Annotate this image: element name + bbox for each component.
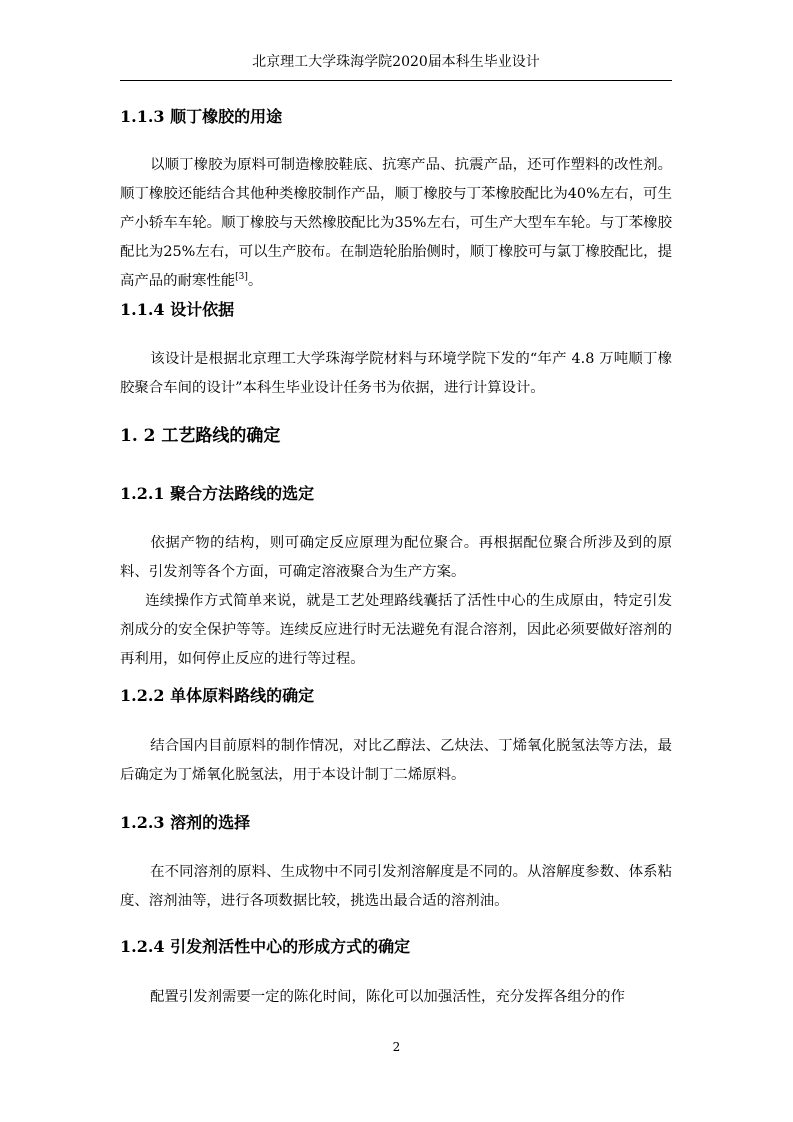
heading-1-1-3: 1.1.3 顺丁橡胶的用途	[120, 107, 283, 126]
paragraph-text: 连续操作方式简单来说，就是工艺处理路线囊括了活性中心的生成原由，特定引发剂成分的安全保护等等。连续反应进行时无法避免有混合溶剂，因此必须要做好溶剂的再利用，如何停止反应的进行等过程。	[120, 593, 672, 667]
paragraph-text: 依据产物的结构，则可确定反应原理为配位聚合。再根据配位聚合所涉及到的原料、引发剂等各个方面，可确定溶液聚合为生产方案。	[120, 535, 672, 580]
heading-1-2-4: 1.2.4 引发剂活性中心的形成方式的确定	[120, 937, 411, 956]
paragraph-1-1-4	[120, 345, 672, 403]
paragraph-1-2-2	[120, 732, 672, 790]
heading-1-2: 1. 2 工艺路线的确定	[120, 426, 281, 446]
heading-1-2-1: 1.2.1 聚合方法路线的选定	[120, 484, 315, 503]
citation-ref: [3]	[235, 272, 248, 283]
paragraph-1-2-4	[120, 983, 672, 1012]
paragraph-text: 配置引发剂需要一定的陈化时间，陈化可以加强活性，充分发挥各组分的作	[150, 989, 625, 1005]
paragraph-text: 以顺丁橡胶为原料可制造橡胶鞋底、抗寒产品、抗震产品，还可作塑料的改性剂。顺丁橡胶还能结合其他种类橡胶制作产品，顺丁橡胶与丁苯橡胶配比为40%左右，可生产小轿车车轮。顺丁橡胶与天然橡胶配比为35%左右，可生产大型车车轮。与丁苯橡胶配比为25%左右，可以生产胶布。在制造轮胎胎侧时，顺丁橡胶可与氯丁橡胶配比，提高产品的耐寒性能	[120, 157, 672, 289]
paragraph-text: 结合国内目前原料的制作情况，对比乙醇法、乙炔法、丁烯氧化脱氢法等方法，最后确定为丁烯氧化脱氢法，用于本设计制丁二烯原料。	[120, 738, 672, 783]
paragraph-text: 该设计是根据北京理工大学珠海学院材料与环境学院下发的“年产 4.8 万吨顺丁橡胶聚合车间的设计”本科生毕业设计任务书为依据，进行计算设计。	[120, 351, 672, 396]
paragraph-end: 。	[247, 273, 263, 289]
page-number: 2	[392, 1040, 401, 1054]
heading-1-2-3: 1.2.3 溶剂的选择	[120, 813, 251, 832]
paragraph-1-2-1-b	[120, 587, 672, 674]
header-rule	[120, 80, 672, 81]
paragraph-1-2-3	[120, 858, 672, 916]
heading-1-1-4: 1.1.4 设计依据	[120, 300, 235, 319]
paragraph-1-1-3	[120, 151, 672, 296]
paragraph-text: 在不同溶剂的原料、生成物中不同引发剂溶解度是不同的。从溶解度参数、体系粘度、溶剂油等，进行各项数据比较，挑选出最合适的溶剂油。	[120, 864, 672, 909]
heading-1-2-2: 1.2.2 单体原料路线的确定	[120, 686, 315, 705]
paragraph-1-2-1-a	[120, 529, 672, 587]
running-header: 北京理工大学珠海学院2020届本科生毕业设计	[252, 54, 540, 70]
